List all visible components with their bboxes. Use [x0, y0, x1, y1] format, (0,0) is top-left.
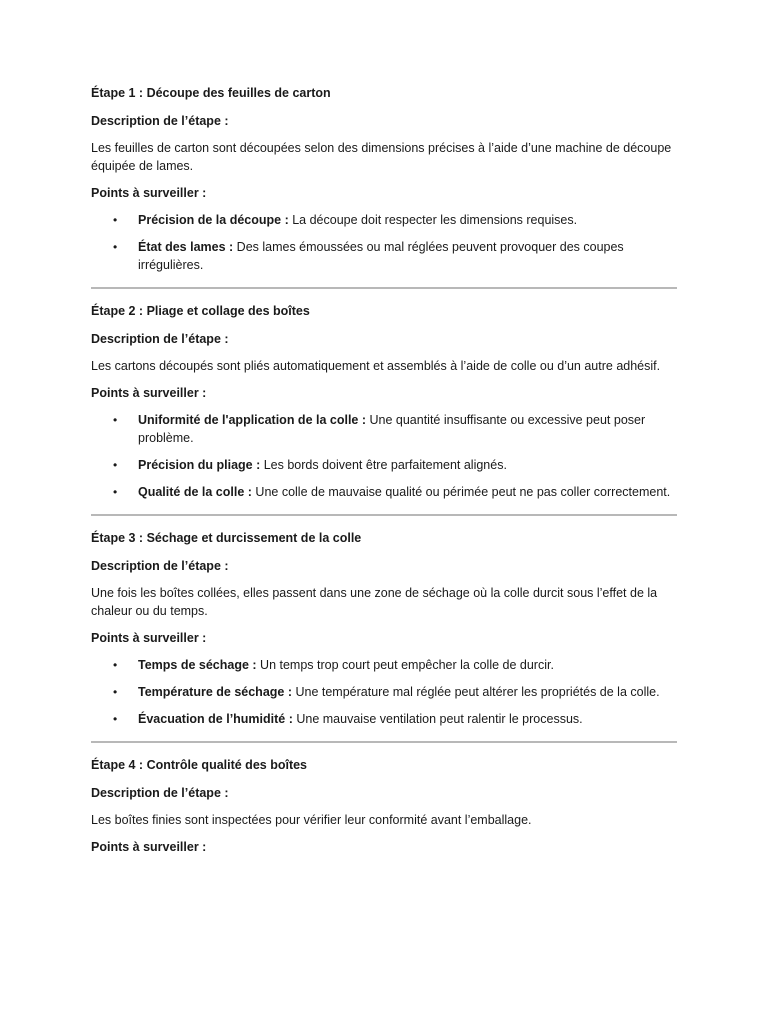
- description-label: Description de l’étape :: [91, 559, 229, 573]
- point-text: Une mauvaise ventilation peut ralentir le processus.: [292, 712, 583, 726]
- list-item: [91, 238, 681, 274]
- step-section-2: [91, 302, 681, 501]
- points-list: [91, 411, 681, 501]
- description-label: Description de l’étape :: [91, 332, 229, 346]
- section-divider: [91, 287, 677, 289]
- section-divider: [91, 741, 677, 743]
- bullet-icon: •: [113, 658, 118, 672]
- step-section-1: [91, 84, 681, 274]
- point-label: Qualité de la colle :: [138, 485, 252, 499]
- step-description: Les cartons découpés sont pliés automatiquement et assemblés à l’aide de colle ou d’un autre adhésif.: [91, 359, 661, 373]
- bullet-icon: •: [113, 485, 118, 499]
- point-text: Des lames émoussées ou mal réglées peuvent provoquer des coupes irrégulières.: [138, 240, 624, 272]
- point-label: Température de séchage :: [138, 685, 292, 699]
- points-list: [91, 211, 681, 274]
- points-label: Points à surveiller :: [91, 186, 207, 200]
- bullet-icon: •: [113, 213, 118, 227]
- description-label: Description de l’étape :: [91, 114, 229, 128]
- list-item: [91, 710, 681, 728]
- point-text: La découpe doit respecter les dimensions requises.: [288, 213, 578, 227]
- bullet-icon: •: [113, 458, 118, 472]
- point-text: Une quantité insuffisante ou excessive peut poser problème.: [138, 413, 646, 445]
- point-label: Précision du pliage :: [138, 458, 261, 472]
- section-divider: [91, 514, 677, 516]
- list-item: [91, 683, 681, 701]
- bullet-icon: •: [113, 240, 118, 254]
- point-text: Les bords doivent être parfaitement alignés.: [260, 458, 507, 472]
- points-list: [91, 656, 681, 728]
- step-description: Une fois les boîtes collées, elles passent dans une zone de séchage où la colle durcit sous l’effet de la chaleur ou du temps.: [91, 586, 658, 618]
- point-label: Temps de séchage :: [138, 658, 257, 672]
- list-item: [91, 211, 681, 229]
- description-label: Description de l’étape :: [91, 786, 229, 800]
- bullet-icon: •: [113, 685, 118, 699]
- step-title: Étape 3 : Séchage et durcissement de la colle: [91, 531, 362, 545]
- bullet-icon: •: [113, 712, 118, 726]
- list-item: [91, 656, 681, 674]
- step-section-4: [91, 756, 681, 856]
- point-label: Uniformité de l'application de la colle :: [138, 413, 367, 427]
- points-label: Points à surveiller :: [91, 386, 207, 400]
- step-title: Étape 4 : Contrôle qualité des boîtes: [91, 758, 308, 772]
- bullet-icon: •: [113, 413, 118, 427]
- point-text: Un temps trop court peut empêcher la colle de durcir.: [256, 658, 554, 672]
- point-text: Une température mal réglée peut altérer les propriétés de la colle.: [292, 685, 660, 699]
- step-section-3: [91, 529, 681, 728]
- step-description: Les feuilles de carton sont découpées selon des dimensions précises à l’aide d’une machine de découpe équipée de lames.: [91, 141, 672, 173]
- point-label: Précision de la découpe :: [138, 213, 289, 227]
- points-label: Points à surveiller :: [91, 631, 207, 645]
- list-item: [91, 456, 681, 474]
- step-title: Étape 2 : Pliage et collage des boîtes: [91, 304, 310, 318]
- list-item: [91, 411, 681, 447]
- step-description: Les boîtes finies sont inspectées pour vérifier leur conformité avant l’emballage.: [91, 813, 532, 827]
- point-label: État des lames :: [138, 240, 234, 254]
- point-text: Une colle de mauvaise qualité ou périmée peut ne pas coller correctement.: [251, 485, 671, 499]
- step-title: Étape 1 : Découpe des feuilles de carton: [91, 86, 331, 100]
- document-page: [91, 84, 681, 865]
- points-label: Points à surveiller :: [91, 840, 207, 854]
- list-item: [91, 483, 681, 501]
- point-label: Évacuation de l’humidité :: [138, 712, 293, 726]
